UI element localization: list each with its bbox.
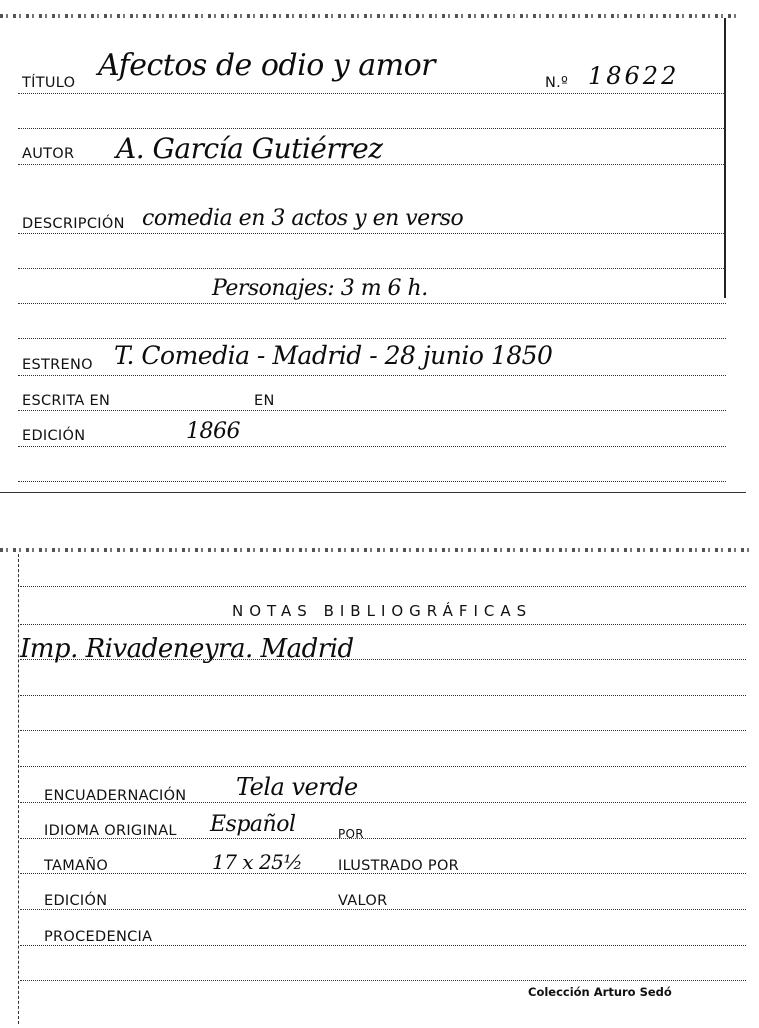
rule-line	[18, 233, 726, 234]
estreno-value: T. Comedia - Madrid - 28 junio 1850	[114, 341, 553, 370]
descripcion-value: comedia en 3 actos y en verso	[142, 206, 464, 231]
rule-line	[18, 410, 726, 411]
rule-line	[20, 980, 746, 981]
rule-line	[18, 481, 726, 482]
rule-line	[20, 586, 746, 587]
idioma-value: Español	[210, 812, 296, 837]
notas-heading: NOTAS BIBLIOGRÁFICAS	[232, 602, 533, 620]
rule-line	[20, 909, 746, 910]
tamano-label: TAMAÑO	[44, 858, 109, 874]
edicion-value: 1866	[186, 419, 240, 444]
catalog-card-top	[0, 0, 759, 495]
numero-label: N.º	[545, 75, 569, 91]
ilustrado-label: ILUSTRADO POR	[338, 858, 460, 874]
rule-line	[18, 446, 726, 447]
rule-line	[18, 303, 726, 304]
catalog-card-bottom	[0, 540, 759, 1028]
card-top-edge	[0, 14, 739, 18]
encuadernacion-label: ENCUADERNACIÓN	[44, 788, 187, 804]
rule-line	[20, 624, 746, 625]
card-left-border	[18, 554, 19, 1024]
rule-line	[18, 268, 726, 269]
rule-line	[18, 128, 726, 129]
en-label: EN	[254, 393, 275, 409]
nota-value: Imp. Rivadeneyra. Madrid	[20, 634, 354, 664]
rule-line	[20, 695, 746, 696]
por-label: POR	[338, 827, 364, 841]
tamano-value: 17 x 25½	[212, 850, 303, 874]
rule-line	[18, 338, 726, 339]
encuadernacion-value: Tela verde	[236, 773, 358, 801]
card-right-border	[724, 18, 726, 298]
rule-line	[20, 730, 746, 731]
card-top-edge	[0, 548, 749, 552]
procedencia-label: PROCEDENCIA	[44, 929, 153, 945]
autor-label: AUTOR	[22, 146, 75, 162]
personajes-value: Personajes: 3 m 6 h.	[212, 276, 428, 301]
rule-line	[18, 375, 726, 376]
rule-line	[18, 93, 726, 94]
titulo-value: Afectos de odio y amor	[98, 48, 436, 83]
idioma-label: IDIOMA ORIGINAL	[44, 823, 177, 839]
autor-value: A. García Gutiérrez	[116, 132, 383, 165]
numero-value: 18622	[588, 62, 680, 90]
descripcion-label: DESCRIPCIÓN	[22, 216, 125, 232]
escrita-en-label: ESCRITA EN	[22, 393, 111, 409]
rule-line	[20, 945, 746, 946]
edicion-label: EDICIÓN	[22, 428, 86, 444]
collection-footer: Colección Arturo Sedó	[528, 985, 672, 999]
estreno-label: ESTRENO	[22, 357, 93, 373]
rule-line	[20, 766, 746, 767]
valor-label: VALOR	[338, 893, 388, 909]
titulo-label: TÍTULO	[22, 75, 76, 91]
card-bottom-edge	[0, 492, 746, 493]
edicion-label-2: EDICIÓN	[44, 893, 108, 909]
